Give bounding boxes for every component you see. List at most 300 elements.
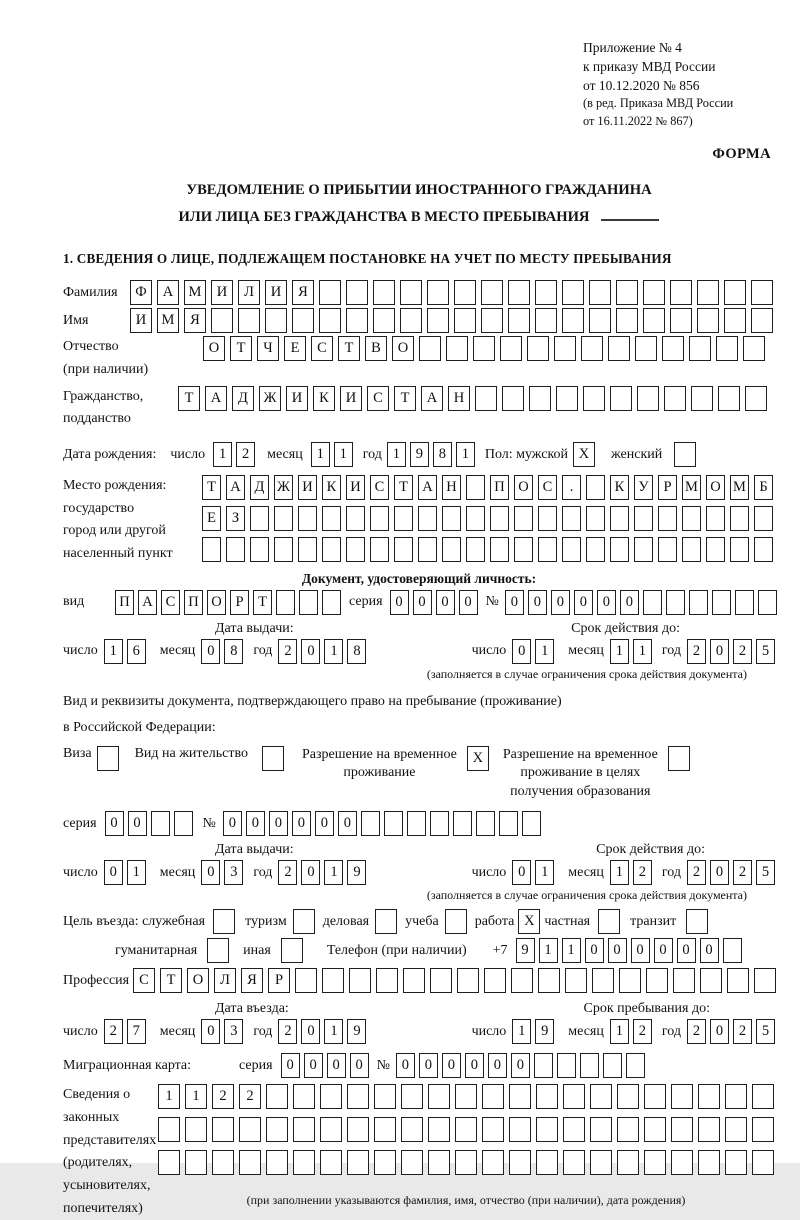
char-cell[interactable]: 9	[516, 938, 535, 963]
char-cell[interactable]	[374, 1084, 396, 1109]
char-cell[interactable]	[536, 1117, 558, 1142]
char-cell[interactable]	[455, 1084, 477, 1109]
char-cell[interactable]: 0	[465, 1053, 484, 1078]
char-cell[interactable]	[427, 308, 449, 333]
char-cell[interactable]	[466, 506, 485, 531]
char-cell[interactable]	[295, 968, 317, 993]
char-cell[interactable]: 0	[700, 938, 719, 963]
char-cell[interactable]	[730, 506, 749, 531]
char-cell[interactable]: А	[421, 386, 443, 411]
char-cell[interactable]	[202, 537, 221, 562]
char-cell[interactable]	[538, 506, 557, 531]
char-cell[interactable]: 0	[459, 590, 478, 615]
purpose-humanitarian-checkbox[interactable]	[207, 938, 229, 963]
char-cell[interactable]: С	[367, 386, 389, 411]
char-cell[interactable]	[407, 811, 426, 836]
char-cell[interactable]: 0	[201, 639, 220, 664]
char-cell[interactable]	[185, 1150, 207, 1175]
char-cell[interactable]: 2	[236, 442, 255, 467]
char-cell[interactable]: П	[115, 590, 134, 615]
char-cell[interactable]	[754, 537, 773, 562]
char-cell[interactable]	[754, 968, 776, 993]
char-cell[interactable]: 0	[413, 590, 432, 615]
char-cell[interactable]	[185, 1117, 207, 1142]
char-cell[interactable]: Н	[442, 475, 461, 500]
purpose-tourism-checkbox[interactable]	[293, 909, 315, 934]
char-cell[interactable]: 1	[539, 938, 558, 963]
char-cell[interactable]	[428, 1150, 450, 1175]
char-cell[interactable]: И	[346, 475, 365, 500]
char-cell[interactable]: 2	[733, 639, 752, 664]
char-cell[interactable]	[751, 280, 773, 305]
char-cell[interactable]: 0	[511, 1053, 530, 1078]
char-cell[interactable]	[481, 280, 503, 305]
char-cell[interactable]	[562, 280, 584, 305]
char-cell[interactable]: Б	[754, 475, 773, 500]
char-cell[interactable]: П	[490, 475, 509, 500]
char-cell[interactable]	[428, 1117, 450, 1142]
char-cell[interactable]	[466, 537, 485, 562]
char-cell[interactable]	[373, 308, 395, 333]
char-cell[interactable]: А	[205, 386, 227, 411]
char-cell[interactable]	[590, 1150, 612, 1175]
char-cell[interactable]: 2	[687, 1019, 706, 1044]
char-cell[interactable]	[466, 475, 485, 500]
char-cell[interactable]: С	[370, 475, 389, 500]
char-cell[interactable]	[457, 968, 479, 993]
char-cell[interactable]	[619, 968, 641, 993]
char-cell[interactable]	[643, 280, 665, 305]
char-cell[interactable]	[346, 280, 368, 305]
char-cell[interactable]	[752, 1117, 774, 1142]
char-cell[interactable]	[274, 506, 293, 531]
char-cell[interactable]: К	[610, 475, 629, 500]
char-cell[interactable]	[590, 1084, 612, 1109]
char-cell[interactable]	[394, 506, 413, 531]
char-cell[interactable]	[212, 1150, 234, 1175]
char-cell[interactable]: Т	[394, 475, 413, 500]
char-cell[interactable]	[276, 590, 295, 615]
char-cell[interactable]	[590, 1117, 612, 1142]
char-cell[interactable]	[373, 280, 395, 305]
char-cell[interactable]: 1	[158, 1084, 180, 1109]
char-cell[interactable]	[320, 1117, 342, 1142]
char-cell[interactable]: 0	[338, 811, 357, 836]
char-cell[interactable]	[347, 1084, 369, 1109]
char-cell[interactable]: З	[226, 506, 245, 531]
char-cell[interactable]	[617, 1117, 639, 1142]
char-cell[interactable]	[536, 1150, 558, 1175]
char-cell[interactable]	[442, 537, 461, 562]
char-cell[interactable]: 0	[710, 1019, 729, 1044]
char-cell[interactable]	[752, 1084, 774, 1109]
char-cell[interactable]	[522, 811, 541, 836]
char-cell[interactable]	[151, 811, 170, 836]
char-cell[interactable]	[580, 1053, 599, 1078]
char-cell[interactable]	[266, 1084, 288, 1109]
char-cell[interactable]	[454, 280, 476, 305]
char-cell[interactable]	[671, 1117, 693, 1142]
char-cell[interactable]: Т	[394, 386, 416, 411]
char-cell[interactable]: 0	[528, 590, 547, 615]
char-cell[interactable]	[644, 1117, 666, 1142]
char-cell[interactable]: Т	[230, 336, 252, 361]
char-cell[interactable]	[394, 537, 413, 562]
char-cell[interactable]	[446, 336, 468, 361]
char-cell[interactable]	[292, 308, 314, 333]
char-cell[interactable]: 1	[610, 639, 629, 664]
char-cell[interactable]: 2	[239, 1084, 261, 1109]
char-cell[interactable]	[158, 1117, 180, 1142]
char-cell[interactable]	[724, 308, 746, 333]
char-cell[interactable]: Ф	[130, 280, 152, 305]
char-cell[interactable]: 0	[105, 811, 124, 836]
char-cell[interactable]	[403, 968, 425, 993]
char-cell[interactable]: 1	[185, 1084, 207, 1109]
char-cell[interactable]	[514, 506, 533, 531]
char-cell[interactable]: Н	[448, 386, 470, 411]
char-cell[interactable]: 8	[347, 639, 366, 664]
char-cell[interactable]	[401, 1150, 423, 1175]
char-cell[interactable]	[725, 1150, 747, 1175]
char-cell[interactable]	[238, 308, 260, 333]
char-cell[interactable]	[482, 1150, 504, 1175]
char-cell[interactable]	[427, 280, 449, 305]
char-cell[interactable]	[370, 537, 389, 562]
char-cell[interactable]	[299, 590, 318, 615]
char-cell[interactable]	[562, 537, 581, 562]
char-cell[interactable]	[725, 1117, 747, 1142]
char-cell[interactable]: 1	[324, 639, 343, 664]
char-cell[interactable]	[658, 506, 677, 531]
char-cell[interactable]	[725, 1084, 747, 1109]
char-cell[interactable]: 1	[387, 442, 406, 467]
char-cell[interactable]	[557, 1053, 576, 1078]
char-cell[interactable]	[174, 811, 193, 836]
char-cell[interactable]	[490, 506, 509, 531]
char-cell[interactable]	[682, 506, 701, 531]
char-cell[interactable]: Л	[238, 280, 260, 305]
char-cell[interactable]: 2	[633, 860, 652, 885]
char-cell[interactable]	[563, 1150, 585, 1175]
char-cell[interactable]	[226, 537, 245, 562]
char-cell[interactable]: Ж	[259, 386, 281, 411]
char-cell[interactable]	[536, 1084, 558, 1109]
char-cell[interactable]: 0	[574, 590, 593, 615]
char-cell[interactable]: Р	[658, 475, 677, 500]
char-cell[interactable]: 9	[410, 442, 429, 467]
char-cell[interactable]: М	[157, 308, 179, 333]
char-cell[interactable]	[706, 506, 725, 531]
char-cell[interactable]	[637, 386, 659, 411]
char-cell[interactable]	[743, 336, 765, 361]
char-cell[interactable]	[697, 280, 719, 305]
char-cell[interactable]: 2	[633, 1019, 652, 1044]
char-cell[interactable]	[730, 537, 749, 562]
char-cell[interactable]: 6	[127, 639, 146, 664]
char-cell[interactable]: 0	[710, 639, 729, 664]
purpose-private-checkbox[interactable]	[598, 909, 620, 934]
char-cell[interactable]	[589, 308, 611, 333]
char-cell[interactable]: 2	[104, 1019, 123, 1044]
char-cell[interactable]	[298, 537, 317, 562]
char-cell[interactable]	[293, 1117, 315, 1142]
char-cell[interactable]	[610, 506, 629, 531]
char-cell[interactable]	[384, 811, 403, 836]
char-cell[interactable]: Д	[232, 386, 254, 411]
char-cell[interactable]: 0	[301, 1019, 320, 1044]
char-cell[interactable]: 1	[610, 1019, 629, 1044]
char-cell[interactable]: 7	[127, 1019, 146, 1044]
char-cell[interactable]: 0	[301, 639, 320, 664]
purpose-study-checkbox[interactable]	[445, 909, 467, 934]
char-cell[interactable]: Р	[230, 590, 249, 615]
char-cell[interactable]	[370, 506, 389, 531]
char-cell[interactable]	[673, 968, 695, 993]
char-cell[interactable]: Т	[253, 590, 272, 615]
char-cell[interactable]: А	[157, 280, 179, 305]
sex-male-checkbox[interactable]: X	[573, 442, 595, 467]
char-cell[interactable]: Т	[160, 968, 182, 993]
char-cell[interactable]	[454, 308, 476, 333]
char-cell[interactable]	[583, 386, 605, 411]
char-cell[interactable]: 0	[436, 590, 455, 615]
char-cell[interactable]	[758, 590, 777, 615]
char-cell[interactable]: 2	[278, 860, 297, 885]
char-cell[interactable]	[562, 506, 581, 531]
char-cell[interactable]	[671, 1150, 693, 1175]
char-cell[interactable]: 2	[733, 1019, 752, 1044]
char-cell[interactable]	[664, 386, 686, 411]
char-cell[interactable]	[442, 506, 461, 531]
char-cell[interactable]: 0	[442, 1053, 461, 1078]
char-cell[interactable]: В	[365, 336, 387, 361]
char-cell[interactable]	[418, 537, 437, 562]
char-cell[interactable]	[538, 537, 557, 562]
residence-permit-checkbox[interactable]	[262, 746, 284, 771]
char-cell[interactable]	[554, 336, 576, 361]
char-cell[interactable]: 0	[350, 1053, 369, 1078]
char-cell[interactable]	[319, 308, 341, 333]
char-cell[interactable]	[349, 968, 371, 993]
char-cell[interactable]	[691, 386, 713, 411]
char-cell[interactable]	[626, 1053, 645, 1078]
char-cell[interactable]: 1	[104, 639, 123, 664]
char-cell[interactable]: Ж	[274, 475, 293, 500]
char-cell[interactable]: С	[311, 336, 333, 361]
purpose-official-checkbox[interactable]	[213, 909, 235, 934]
char-cell[interactable]	[319, 280, 341, 305]
char-cell[interactable]: С	[161, 590, 180, 615]
char-cell[interactable]: Т	[178, 386, 200, 411]
char-cell[interactable]	[586, 475, 605, 500]
char-cell[interactable]: 0	[396, 1053, 415, 1078]
char-cell[interactable]	[700, 968, 722, 993]
char-cell[interactable]	[635, 336, 657, 361]
char-cell[interactable]	[751, 308, 773, 333]
char-cell[interactable]: М	[730, 475, 749, 500]
char-cell[interactable]	[658, 537, 677, 562]
sex-female-checkbox[interactable]	[674, 442, 696, 467]
char-cell[interactable]	[563, 1084, 585, 1109]
char-cell[interactable]: 2	[687, 639, 706, 664]
char-cell[interactable]: К	[322, 475, 341, 500]
char-cell[interactable]	[670, 308, 692, 333]
char-cell[interactable]: 2	[687, 860, 706, 885]
char-cell[interactable]	[698, 1117, 720, 1142]
char-cell[interactable]	[482, 1084, 504, 1109]
char-cell[interactable]	[400, 280, 422, 305]
char-cell[interactable]: С	[133, 968, 155, 993]
char-cell[interactable]	[697, 308, 719, 333]
char-cell[interactable]	[250, 537, 269, 562]
char-cell[interactable]: У	[634, 475, 653, 500]
char-cell[interactable]: А	[138, 590, 157, 615]
char-cell[interactable]: 0	[677, 938, 696, 963]
char-cell[interactable]	[347, 1117, 369, 1142]
char-cell[interactable]	[347, 1150, 369, 1175]
char-cell[interactable]	[490, 537, 509, 562]
char-cell[interactable]: 1	[562, 938, 581, 963]
char-cell[interactable]: 3	[224, 1019, 243, 1044]
char-cell[interactable]: 5	[756, 639, 775, 664]
char-cell[interactable]: 0	[269, 811, 288, 836]
char-cell[interactable]: 9	[347, 860, 366, 885]
char-cell[interactable]: 0	[201, 1019, 220, 1044]
char-cell[interactable]	[274, 537, 293, 562]
char-cell[interactable]	[608, 336, 630, 361]
char-cell[interactable]	[508, 280, 530, 305]
char-cell[interactable]	[374, 1150, 396, 1175]
char-cell[interactable]	[565, 968, 587, 993]
char-cell[interactable]: Я	[241, 968, 263, 993]
char-cell[interactable]	[376, 968, 398, 993]
char-cell[interactable]	[346, 506, 365, 531]
char-cell[interactable]	[473, 336, 495, 361]
char-cell[interactable]	[724, 280, 746, 305]
purpose-other-checkbox[interactable]	[281, 938, 303, 963]
char-cell[interactable]: 0	[608, 938, 627, 963]
char-cell[interactable]: 2	[278, 1019, 297, 1044]
char-cell[interactable]: И	[265, 280, 287, 305]
char-cell[interactable]	[562, 308, 584, 333]
char-cell[interactable]	[754, 506, 773, 531]
visa-checkbox[interactable]	[97, 746, 119, 771]
char-cell[interactable]	[752, 1150, 774, 1175]
char-cell[interactable]	[158, 1150, 180, 1175]
char-cell[interactable]	[698, 1150, 720, 1175]
char-cell[interactable]: 0	[246, 811, 265, 836]
char-cell[interactable]	[643, 590, 662, 615]
char-cell[interactable]	[670, 280, 692, 305]
char-cell[interactable]: О	[187, 968, 209, 993]
char-cell[interactable]: 2	[212, 1084, 234, 1109]
char-cell[interactable]	[453, 811, 472, 836]
char-cell[interactable]: 1	[535, 860, 554, 885]
char-cell[interactable]	[239, 1150, 261, 1175]
char-cell[interactable]	[346, 537, 365, 562]
char-cell[interactable]	[211, 308, 233, 333]
char-cell[interactable]	[500, 336, 522, 361]
char-cell[interactable]	[322, 968, 344, 993]
char-cell[interactable]	[322, 590, 341, 615]
char-cell[interactable]: 0	[301, 860, 320, 885]
char-cell[interactable]: О	[514, 475, 533, 500]
char-cell[interactable]	[509, 1117, 531, 1142]
char-cell[interactable]: Т	[202, 475, 221, 500]
char-cell[interactable]	[644, 1150, 666, 1175]
char-cell[interactable]: 5	[756, 1019, 775, 1044]
char-cell[interactable]: М	[184, 280, 206, 305]
char-cell[interactable]: 0	[201, 860, 220, 885]
char-cell[interactable]: 0	[292, 811, 311, 836]
char-cell[interactable]	[698, 1084, 720, 1109]
char-cell[interactable]	[556, 386, 578, 411]
char-cell[interactable]	[401, 1084, 423, 1109]
char-cell[interactable]	[293, 1150, 315, 1175]
char-cell[interactable]	[508, 308, 530, 333]
char-cell[interactable]: .	[562, 475, 581, 500]
char-cell[interactable]: С	[538, 475, 557, 500]
char-cell[interactable]	[563, 1117, 585, 1142]
temp-residence-edu-checkbox[interactable]	[668, 746, 690, 771]
char-cell[interactable]: М	[682, 475, 701, 500]
char-cell[interactable]: 0	[281, 1053, 300, 1078]
char-cell[interactable]	[293, 1084, 315, 1109]
char-cell[interactable]	[322, 537, 341, 562]
char-cell[interactable]: 0	[390, 590, 409, 615]
char-cell[interactable]	[535, 280, 557, 305]
char-cell[interactable]: 0	[597, 590, 616, 615]
char-cell[interactable]: 1	[324, 860, 343, 885]
char-cell[interactable]	[586, 506, 605, 531]
char-cell[interactable]: 1	[213, 442, 232, 467]
char-cell[interactable]: 9	[535, 1019, 554, 1044]
char-cell[interactable]	[346, 308, 368, 333]
char-cell[interactable]	[603, 1053, 622, 1078]
char-cell[interactable]	[610, 386, 632, 411]
char-cell[interactable]: 1	[535, 639, 554, 664]
char-cell[interactable]	[617, 1150, 639, 1175]
char-cell[interactable]: И	[340, 386, 362, 411]
char-cell[interactable]: Л	[214, 968, 236, 993]
char-cell[interactable]	[430, 968, 452, 993]
char-cell[interactable]	[666, 590, 685, 615]
char-cell[interactable]: Я	[292, 280, 314, 305]
char-cell[interactable]	[592, 968, 614, 993]
char-cell[interactable]	[610, 537, 629, 562]
char-cell[interactable]: 0	[710, 860, 729, 885]
purpose-work-checkbox[interactable]: X	[518, 909, 540, 934]
char-cell[interactable]	[400, 308, 422, 333]
char-cell[interactable]: 2	[733, 860, 752, 885]
char-cell[interactable]	[418, 506, 437, 531]
char-cell[interactable]: И	[130, 308, 152, 333]
char-cell[interactable]	[616, 280, 638, 305]
char-cell[interactable]	[455, 1117, 477, 1142]
char-cell[interactable]: 2	[278, 639, 297, 664]
char-cell[interactable]: 1	[127, 860, 146, 885]
char-cell[interactable]: 0	[315, 811, 334, 836]
char-cell[interactable]: Ч	[257, 336, 279, 361]
char-cell[interactable]	[617, 1084, 639, 1109]
char-cell[interactable]	[509, 1084, 531, 1109]
char-cell[interactable]	[265, 308, 287, 333]
char-cell[interactable]	[689, 590, 708, 615]
char-cell[interactable]: 0	[620, 590, 639, 615]
char-cell[interactable]: А	[226, 475, 245, 500]
char-cell[interactable]	[727, 968, 749, 993]
